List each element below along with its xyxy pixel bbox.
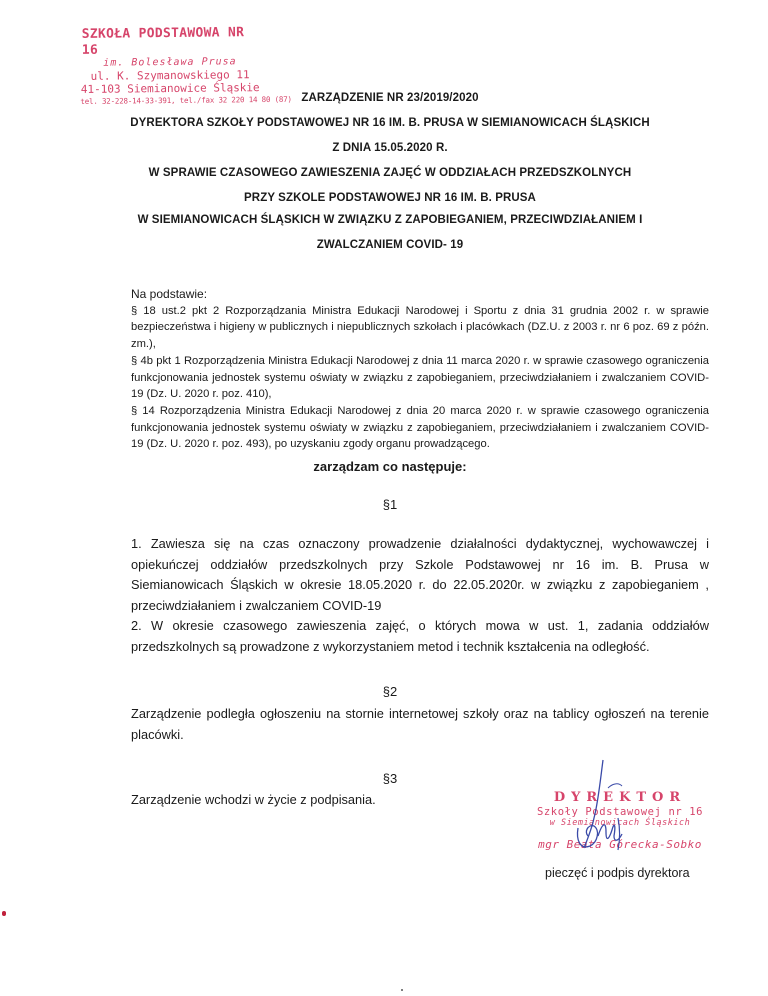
scan-mark [2, 911, 6, 916]
section-body [131, 534, 709, 657]
section-title: §3 [382, 771, 398, 786]
decree-intro: zarządzam co następuje: [313, 459, 467, 474]
issuer-title: DYREKTORA SZKOŁY PODSTAWOWEJ NR 16 IM. B. PRUSA W SIEMIANOWICACH ŚLĄSKICH [130, 117, 650, 129]
legal-basis [131, 286, 709, 453]
section-body [131, 704, 709, 745]
director-stamp-title: DYREKTOR [553, 790, 687, 805]
legal-basis-item: § 18 ust.2 pkt 2 Rozporządzania Ministra Edukacji Narodowej i Sportu z dnia 31 grudnia 2002 r. w sprawie bezpieczeństwa i higieny w publicznych i niepublicznych szkołach i placówkach (DZ.U. z 2003 r. nr 6 poz. 69 z późn. zm.), [131, 304, 709, 351]
section-title: §1 [382, 497, 398, 512]
subject-line: ZWALCZANIEM COVID- 19 [316, 239, 464, 251]
handwritten-signature [548, 758, 648, 868]
legal-basis-item: § 4b pkt 1 Rozporządzenia Ministra Edukacji Narodowej z dnia 11 marca 2020 r. w sprawie czasowego ograniczenia funkcjonowania jednostek systemu oświaty w związku z zapobieganiem, przeciwdziałaniem i zwalczaniem COVID-19 (Dz. U. 2020 r. poz. 410), [131, 354, 709, 401]
subject-line: PRZY SZKOLE PODSTAWOWEJ NR 16 IM. B. PRUSA [244, 192, 536, 204]
school-stamp-line: im. Bolesława Prusa [103, 56, 237, 69]
decree-number: ZARZĄDZENIE NR 23/2019/2020 [301, 92, 479, 104]
subject-line: W SPRAWIE CZASOWEGO ZAWIESZENIA ZAJĘĆ W ODDZIAŁACH PRZEDSZKOLNYCH [148, 167, 632, 179]
paragraph: Zarządzenie wchodzi w życie z podpisania. [131, 792, 376, 807]
legal-basis-lead: Na podstawie: [131, 287, 208, 301]
school-stamp-line: tel. 32-228-14-33-391, tel./fax 32 220 14 80 (87) [80, 94, 292, 106]
decree-date: Z DNIA 15.05.2020 R. [332, 142, 448, 154]
director-stamp-name: mgr Beata Górecka-Sobko [538, 838, 702, 852]
section-title: §2 [382, 684, 398, 699]
signature-caption: pieczęć i podpis dyrektora [545, 866, 690, 880]
school-stamp-line: SZKOŁA PODSTAWOWA NR 16 [81, 25, 245, 58]
legal-basis-item: § 14 Rozporządzenia Ministra Edukacji Narodowej z dnia 20 marca 2020 r. w sprawie czasowego ograniczenia funkcjonowania jednostek systemu oświaty w związku z zapobieganiem, przeciwdziałaniem i zwalczaniem COVID-19 (Dz. U. 2020 r. poz. 493), po uzyskaniu zgody organu prowadzącego. [131, 404, 709, 451]
director-stamp-line: Szkoły Podstawowej nr 16 [536, 805, 704, 818]
scan-speck [401, 989, 403, 991]
subject-line: W SIEMIANOWICACH ŚLĄSKICH W ZWIĄZKU Z ZAPOBIEGANIEM, PRZECIWDZIAŁANIEM I [137, 214, 643, 226]
paragraph: 1. Zawiesza się na czas oznaczony prowadzenie działalności dydaktycznej, wychowawczej i opiekuńczej oddziałów przedszkolnych przy Szkole Podstawowej nr 16 im. B. Prusa w Siemianowicach Śląskich w okresie 18.05.2020 r. do 22.05.2020r. w związku z zapobieganiem , przeciwdziałaniem i zwalczaniem COVID-19 [131, 536, 709, 613]
paragraph: Zarządzenie podległa ogłoszeniu na stornie internetowej szkoły oraz na tablicy ogłoszeń na terenie placówki. [131, 706, 709, 742]
director-stamp-line: w Siemianowicach Śląskich [549, 818, 691, 829]
school-stamp-line: ul. K. Szymanowskiego 11 [90, 68, 250, 84]
paragraph: 2. W okresie czasowego zawieszenia zajęć, o których mowa w ust. 1, zadania oddziałów przedszkolnych są prowadzone z wykorzystaniem metod i technik kształcenia na odległość. [131, 618, 709, 654]
school-stamp-line: 41-103 Siemianowice Śląskie [80, 81, 260, 97]
